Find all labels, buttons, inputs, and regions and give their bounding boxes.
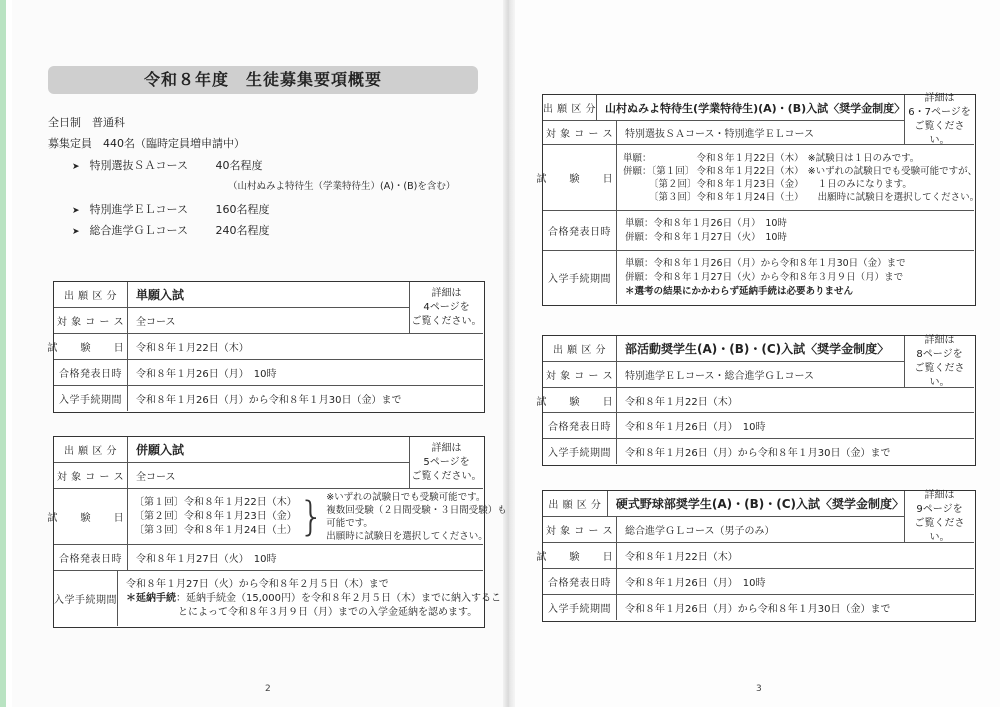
row-category xyxy=(54,437,409,463)
category-label: 出 願 区 分 xyxy=(54,437,128,462)
result-value: 令和８年１月26日（月） 10時 xyxy=(625,578,766,589)
arrow-icon: ➤ xyxy=(72,162,80,172)
detail-note: 詳細は 4ページを ご覧ください。 xyxy=(409,282,483,334)
detail-note: 詳細は 8ページを ご覧ください。 xyxy=(904,336,974,388)
course-value: 総合進学ＧＬコース（男子のみ） xyxy=(625,526,775,537)
scholarship-exam-box xyxy=(536,92,980,306)
exam-notes: ※いずれの試験日でも受験可能です。 複数回受験（２日間受験・３日間受験）も 可能です。 出願時に試験日を選択してください。 xyxy=(326,491,507,542)
brace-icon: } xyxy=(298,493,325,540)
category-label: 出 願 区 分 xyxy=(543,95,597,120)
procedure-value: 令和８年１月26日（月）から令和８年１月30日（金）まで xyxy=(625,604,891,615)
course-label: 対 象 コ ー ス xyxy=(543,121,617,144)
row-result xyxy=(543,569,974,595)
exam-date-list: 〔第１回〕令和８年１月22日（木） 〔第２回〕令和８年１月23日（金） 〔第３回〕令和８年１月24日（土） xyxy=(134,496,297,536)
exam-date-label: 試 験 日 xyxy=(543,543,617,568)
category-label: 出 願 区 分 xyxy=(543,491,608,516)
page-number: 2 xyxy=(265,684,271,694)
row-category xyxy=(543,491,904,517)
course-label: 対 象 コ ー ス xyxy=(543,517,617,542)
row-category xyxy=(54,282,409,308)
course-label: 対 象 コ ー ス xyxy=(54,463,128,488)
row-course xyxy=(543,362,904,388)
procedure-label: 入学手続期間 xyxy=(54,386,128,411)
exam-date-list: 令和８年１月22日（木） 令和８年１月22日（木） 令和８年１月23日（金） 令和８年１月24日（土） xyxy=(696,152,804,203)
row-category xyxy=(543,336,904,362)
single-exam-box xyxy=(47,281,485,413)
course-value: 特別選抜ＳＡコース・特別進学ＥＬコース xyxy=(625,129,814,140)
exam-date-group xyxy=(623,145,979,210)
procedure-value: 令和８年１月26日（月）から令和８年１月30日（金）まで xyxy=(625,448,891,459)
category-label: 出 願 区 分 xyxy=(54,282,128,307)
row-procedure xyxy=(543,439,974,464)
procedure-label: 入学手続期間 xyxy=(54,571,118,626)
procedure-value: 令和８年１月27日（火）から令和８年２月５日（木）まで ＊延納手続：延納手続金（15,000円）を令和８年２月５日（木）までに納入するこ とによって令和８年３月９日（月）までの入学金延納を認めます。 xyxy=(126,578,501,618)
exam-date-label: 試 験 日 xyxy=(54,334,128,359)
row-result xyxy=(543,211,974,251)
row-exam-date xyxy=(47,334,483,360)
course-label: 対 象 コ ー ス xyxy=(54,308,128,333)
exam-date-label: 試 験 日 xyxy=(543,145,617,210)
course-value: 全コース xyxy=(136,317,176,328)
row-result xyxy=(543,413,974,439)
row-course xyxy=(54,308,409,334)
course-item-sa: ➤ 特別選抜ＳＡコース 40名程度 xyxy=(72,159,263,172)
combined-exam-box xyxy=(47,436,507,628)
arrow-icon: ➤ xyxy=(72,227,80,237)
procedure-label: 入学手続期間 xyxy=(543,251,617,304)
exam-notes: ※試験日は１日のみです。 ※いずれの試験日でも受験可能ですが、 １日のみになります。 出願時に試験日を選択してください。 xyxy=(807,152,980,203)
page-number: 3 xyxy=(756,684,762,694)
row-exam-date xyxy=(47,489,507,545)
row-category xyxy=(543,95,904,121)
exam-date-label: 試 験 日 xyxy=(543,388,617,412)
result-label: 合格発表日時 xyxy=(54,545,128,570)
course-item-gl: ➤ 総合進学ＧＬコース 240名程度 xyxy=(72,224,270,237)
row-procedure xyxy=(543,595,974,620)
exam-date-labels: 単願： 併願：〔第１回〕 〔第２回〕 〔第３回〕 xyxy=(623,152,697,203)
category-label: 出 願 区 分 xyxy=(543,336,617,361)
category-value: 併願入試 xyxy=(136,443,185,457)
row-course xyxy=(543,517,904,543)
row-result xyxy=(54,360,483,386)
detail-note: 詳細は 6・7ページを ご覧ください。 xyxy=(904,95,974,145)
sa-note: （山村ぬみよ特待生（学業特待生）(A)・(B)を含む） xyxy=(228,181,456,192)
result-value: 令和８年１月26日（月） 10時 xyxy=(136,369,277,380)
result-value: 単願：令和８年１月26日（月） 10時 併願：令和８年１月27日（火） 10時 xyxy=(625,217,787,243)
row-course xyxy=(543,121,904,145)
result-label: 合格発表日時 xyxy=(543,569,617,594)
baseball-exam-box xyxy=(536,489,976,622)
category-value: 単願入試 xyxy=(136,288,185,302)
result-label: 合格発表日時 xyxy=(543,413,617,438)
row-exam-date xyxy=(536,388,974,413)
arrow-icon: ➤ xyxy=(72,206,80,216)
course-label: 対 象 コ ー ス xyxy=(543,362,617,387)
exam-date-value: 令和８年１月22日（木） xyxy=(625,396,738,408)
result-label: 合格発表日時 xyxy=(543,211,617,250)
detail-note: 詳細は 9ページを ご覧ください。 xyxy=(904,491,974,543)
club-exam-box xyxy=(536,334,976,466)
program-text: 全日制 普通科 xyxy=(48,116,125,129)
course-value: 特別進学ＥＬコース・総合進学ＧＬコース xyxy=(625,371,814,382)
exam-date-group xyxy=(134,489,507,544)
category-value: 硬式野球部奨学生(A)・(B)・(C)入試〈奨学金制度〉 xyxy=(615,497,904,511)
row-course xyxy=(54,463,409,489)
exam-date-label: 試 験 日 xyxy=(54,489,128,544)
page-title: 令和８年度 生徒募集要項概要 xyxy=(48,66,478,94)
row-procedure xyxy=(54,571,501,626)
course-item-el: ➤ 特別進学ＥＬコース 160名程度 xyxy=(72,203,270,216)
row-exam-date xyxy=(536,145,980,211)
row-procedure xyxy=(54,386,483,411)
detail-note: 詳細は 5ページを ご覧ください。 xyxy=(409,437,483,489)
capacity-text: 募集定員 440名（臨時定員増申請中） xyxy=(48,137,245,150)
row-procedure xyxy=(543,251,974,304)
course-value: 全コース xyxy=(136,472,176,483)
category-value: 山村ぬみよ特待生(学業特待生)(A)・(B)入試〈奨学金制度〉 xyxy=(605,101,906,115)
procedure-label: 入学手続期間 xyxy=(543,439,617,464)
procedure-value: 単願：令和８年１月26日（月）から令和８年１月30日（金）まで 併願：令和８年１月27日（火）から令和８年３月９日（月）まで ＊選考の結果にかかわらず延納手続は必要ありません xyxy=(625,257,906,297)
result-value: 令和８年１月26日（月） 10時 xyxy=(625,422,766,433)
result-label: 合格発表日時 xyxy=(54,360,128,385)
category-value: 部活動奨学生(A)・(B)・(C)入試〈奨学金制度〉 xyxy=(625,342,890,356)
book-gutter xyxy=(503,0,515,707)
page-edge xyxy=(0,0,6,707)
result-value: 令和８年１月27日（火） 10時 xyxy=(136,554,277,565)
exam-date-value: 令和８年１月22日（木） xyxy=(625,552,738,563)
procedure-value: 令和８年１月26日（月）から令和８年１月30日（金）まで xyxy=(136,395,402,406)
row-result xyxy=(54,545,483,571)
row-exam-date xyxy=(536,543,974,569)
procedure-label: 入学手続期間 xyxy=(543,595,617,620)
exam-date-value: 令和８年１月22日（木） xyxy=(136,343,249,354)
